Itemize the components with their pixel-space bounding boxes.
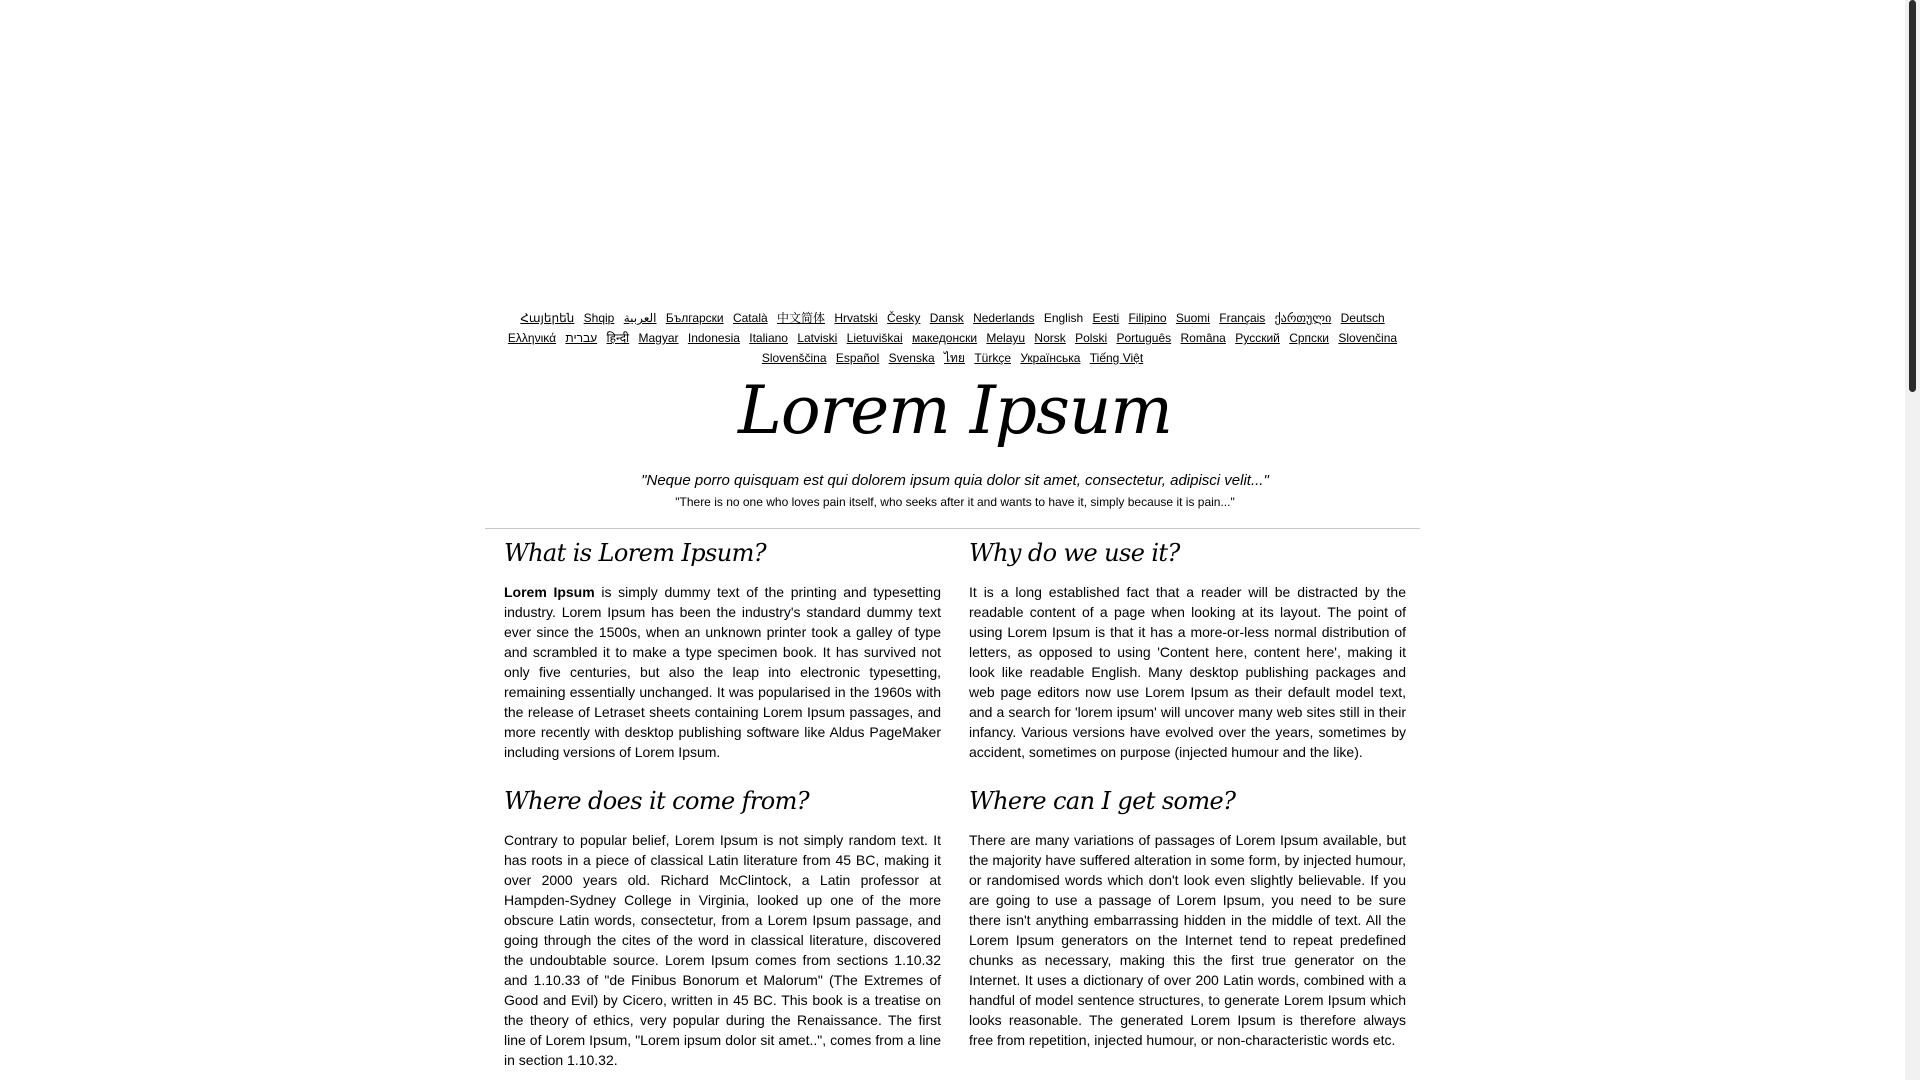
language-link[interactable]: Melayu (986, 331, 1026, 345)
language-link[interactable]: Româna (1180, 331, 1226, 345)
language-link[interactable]: Magyar (638, 331, 679, 345)
quote-english: "There is no one who loves pain itself, who seeks after it and wants to have it, simply because it is pain..." (675, 495, 1235, 509)
quote-latin: "Neque porro quisquam est qui dolorem ipsum quia dolor sit amet, consectetur, adipisci velit..." (641, 472, 1269, 489)
section-where-from (504, 784, 941, 1070)
section-heading: Where does it come from? (504, 787, 810, 815)
language-link[interactable]: Slovenščina (761, 351, 827, 365)
language-link[interactable]: ไทย (943, 351, 965, 365)
language-link[interactable]: Dansk (929, 311, 964, 325)
section-where-get (969, 784, 1406, 1050)
section-heading: What is Lorem Ipsum? (504, 539, 767, 567)
language-link[interactable]: Ελληνικά (507, 331, 557, 345)
language-link[interactable]: Hrvatski (834, 311, 878, 325)
language-link[interactable]: Српски (1289, 331, 1330, 345)
section-heading: Why do we use it? (969, 539, 1180, 567)
language-link[interactable]: עברית (565, 331, 598, 345)
lead-text: Lorem Ipsum (504, 584, 595, 600)
language-link[interactable]: Norsk (1034, 331, 1066, 345)
language-link[interactable]: Български (665, 311, 724, 325)
language-link[interactable]: Tiếng Việt (1089, 351, 1144, 365)
language-link[interactable]: Latviski (797, 331, 838, 345)
language-link[interactable]: Lietuviškai (846, 331, 903, 345)
language-link[interactable]: 中文简体 (777, 311, 826, 325)
language-link[interactable]: Pyccкий (1235, 331, 1280, 345)
language-link[interactable]: Français (1219, 311, 1266, 325)
language-link[interactable]: Español (835, 351, 880, 365)
language-link[interactable]: македонски (912, 331, 978, 345)
section-what-is (504, 536, 941, 762)
language-link[interactable]: Türkçe (974, 351, 1011, 365)
section-body: There are many variations of passages of Lorem Ipsum available, but the majority have suffered alteration in some form, by injected humour, or randomised words which don't look even slightly believable. If you are going to use a passage of Lorem Ipsum, you need to be sure there isn't anything embarrassing hidden in the middle of text. All the Lorem Ipsum generators on the Internet tend to repeat predefined chunks as necessary, making this the first true generator on the Internet. It uses a dictionary of over 200 Latin words, combined with a handful of model sentence structures, to generate Lorem Ipsum which looks reasonable. The generated Lorem Ipsum is therefore always free from repetition, injected humour, or non-characteristic words etc. (969, 832, 1406, 1048)
language-link[interactable]: Українська (1020, 351, 1081, 365)
language-link[interactable]: Italiano (749, 331, 788, 345)
language-selector (490, 308, 1415, 368)
language-link[interactable]: Português (1116, 331, 1172, 345)
language-link[interactable]: हिन्दी (606, 331, 630, 345)
section-why-use (969, 536, 1406, 762)
vertical-scrollbar[interactable] (1905, 0, 1920, 1080)
language-link[interactable]: ქართული (1274, 311, 1332, 325)
language-link[interactable]: Filipino (1128, 311, 1167, 325)
divider (485, 528, 1420, 529)
section-body: Contrary to popular belief, Lorem Ipsum is not simply random text. It has roots in a piece of classical Latin literature from 45 BC, making it over 2000 years old. Richard McClintock, a Latin professor at Hampden-Sydney College in Virginia, looked up one of the more obscure Latin words, consectetur, from a Lorem Ipsum passage, and going through the cites of the word in classical literature, discovered the undoubtable source. Lorem Ipsum comes from sections 1.10.32 and 1.10.33 of "de Finibus Bonorum et Malorum" (The Extremes of Good and Evil) by Cicero, written in 45 BC. This book is a treatise on the theory of ethics, very popular during the Renaissance. The first line of Lorem Ipsum, "Lorem ipsum dolor sit amet..", comes from a line in section 1.10.32. (504, 832, 941, 1068)
language-link[interactable]: Հայերեն (520, 311, 575, 325)
language-link[interactable]: Slovenčina (1338, 331, 1398, 345)
language-link: English (1043, 311, 1084, 325)
section-body (504, 582, 941, 762)
language-link[interactable]: Česky (887, 311, 921, 325)
language-link[interactable]: Svenska (888, 351, 935, 365)
section-body: It is a long established fact that a reader will be distracted by the readable content of a page when looking at its layout. The point of using Lorem Ipsum is that it has a more-or-less normal distribution of letters, as opposed to using 'Content here, content here', making it look like readable English. Many desktop publishing packages and web page editors now use Lorem Ipsum as their default model text, and a search for 'lorem ipsum' will uncover many web sites still in their infancy. Various versions have evolved over the years, sometimes by accident, sometimes on purpose (injected humour and the like). (969, 584, 1406, 760)
section-heading: Where can I get some? (969, 787, 1236, 815)
scrollbar-thumb[interactable] (1909, 0, 1916, 392)
language-link[interactable]: Nederlands (973, 311, 1035, 325)
body-text: is simply dummy text of the printing and typesetting industry. Lorem Ipsum has been the industry's standard dummy text ever since the 1500s, when an unknown printer took a galley of type and scrambled it to make a type specimen book. It has survived not only five centuries, but also the leap into electronic typesetting, remaining essentially unchanged. It was popularised in the 1960s with the release of Letraset sheets containing Lorem Ipsum passages, and more recently with desktop publishing software like Aldus PageMaker including versions of Lorem Ipsum. (504, 584, 942, 760)
language-link[interactable]: Eesti (1092, 311, 1120, 325)
language-link[interactable]: Català (732, 311, 768, 325)
page-title: Lorem Ipsum (737, 372, 1173, 449)
language-link[interactable]: Polski (1075, 331, 1108, 345)
language-link[interactable]: العربية (623, 311, 657, 325)
language-link[interactable]: Deutsch (1340, 311, 1385, 325)
language-link[interactable]: Suomi (1175, 311, 1210, 325)
language-link[interactable]: Shqip (583, 311, 615, 325)
language-link[interactable]: Indonesia (687, 331, 740, 345)
